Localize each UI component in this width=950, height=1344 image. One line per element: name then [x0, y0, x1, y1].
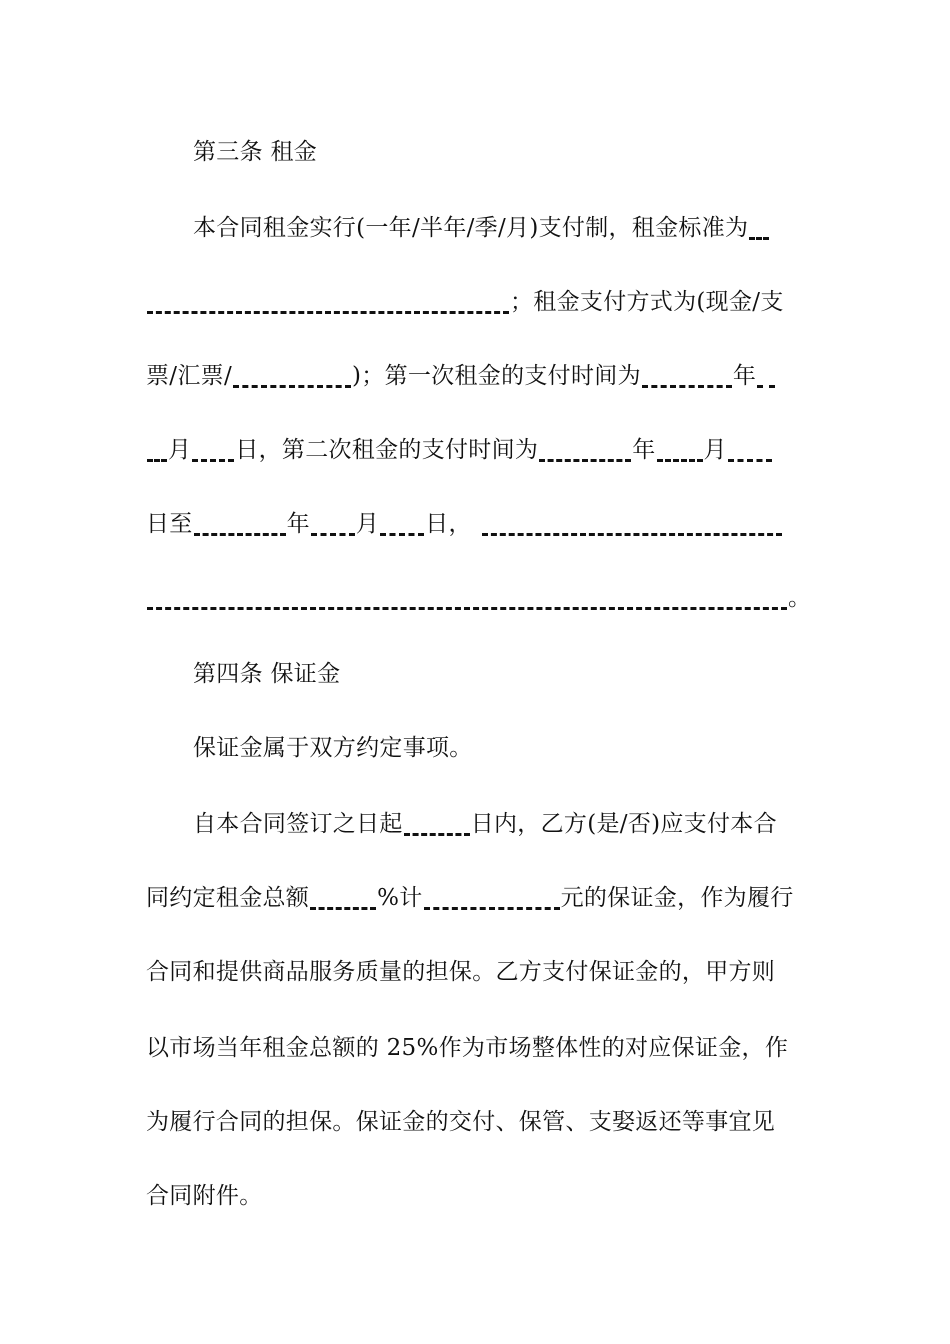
- fill-in-blank: [749, 215, 769, 235]
- text-segment: )；第一次租金的支付时间为: [352, 363, 641, 389]
- fill-in-blank: [311, 511, 355, 531]
- text-segment: 年: [632, 437, 656, 463]
- fill-in-blank: [233, 363, 351, 383]
- article-3-line-5: [146, 506, 806, 542]
- text-segment: 日，: [425, 511, 472, 537]
- article-3-line-3: [146, 358, 806, 394]
- fill-in-blank: [482, 511, 782, 531]
- text-segment: 元的保证金，作为履行: [560, 885, 794, 911]
- fill-in-blank: [310, 885, 376, 905]
- text-segment: %计: [377, 885, 423, 911]
- text-segment: 票/汇票/: [146, 363, 232, 389]
- fill-in-blank: [757, 363, 775, 383]
- text-segment: 日内，乙方(是/否)应支付本合: [470, 811, 777, 837]
- text-segment: 月: [168, 437, 192, 463]
- text-segment: 自本合同签订之日起: [193, 811, 403, 837]
- fill-in-blank: [642, 363, 732, 383]
- article-3-line-6: [146, 580, 812, 616]
- article-3-line-4: [146, 432, 806, 468]
- article-4-line-4: 以市场当年租金总额的 25%作为市场整体性的对应保证金，作: [146, 1035, 789, 1061]
- text-segment: 。: [788, 585, 812, 611]
- fill-in-blank: [404, 811, 470, 831]
- text-segment: 年: [286, 511, 310, 537]
- text-segment: 本合同租金实行(一年/半年/季/月)支付制，租金标准为: [193, 215, 749, 241]
- fill-in-blank: [657, 437, 703, 457]
- fill-in-blank: [728, 437, 772, 457]
- text-segment: 月: [355, 511, 380, 537]
- fill-in-blank: [147, 289, 509, 309]
- article-4-heading: 第四条 保证金: [193, 661, 341, 687]
- article-3-line-2: [146, 284, 806, 320]
- fill-in-blank: [192, 437, 234, 457]
- fill-in-blank: [539, 437, 631, 457]
- article-3-heading: 第三条 租金: [193, 139, 318, 165]
- text-segment: ；租金支付方式为(现金/支: [510, 289, 784, 315]
- article-4-line-2: [146, 880, 806, 916]
- fill-in-blank: [194, 511, 286, 531]
- text-segment: 月: [703, 437, 727, 463]
- text-segment: 日，第二次租金的支付时间为: [235, 437, 539, 463]
- text-segment: 同约定租金总额: [146, 885, 310, 911]
- article-4-line-1: [193, 806, 806, 842]
- text-segment: 日至: [146, 511, 193, 537]
- article-4-line-5: 为履行合同的担保。保证金的交付、保管、支娶返还等事宜见: [146, 1109, 776, 1135]
- fill-in-blank: [424, 885, 560, 905]
- article-3-line-1: [193, 210, 806, 246]
- fill-in-blank: [380, 511, 424, 531]
- fill-in-blank: [147, 585, 787, 605]
- article-4-line-6: 合同附件。: [146, 1183, 263, 1209]
- article-4-paragraph-1: 保证金属于双方约定事项。: [193, 735, 473, 761]
- fill-in-blank: [147, 437, 167, 457]
- text-segment: 年: [732, 363, 757, 389]
- article-4-line-3: 合同和提供商品服务质量的担保。乙方支付保证金的，甲方则: [146, 959, 776, 985]
